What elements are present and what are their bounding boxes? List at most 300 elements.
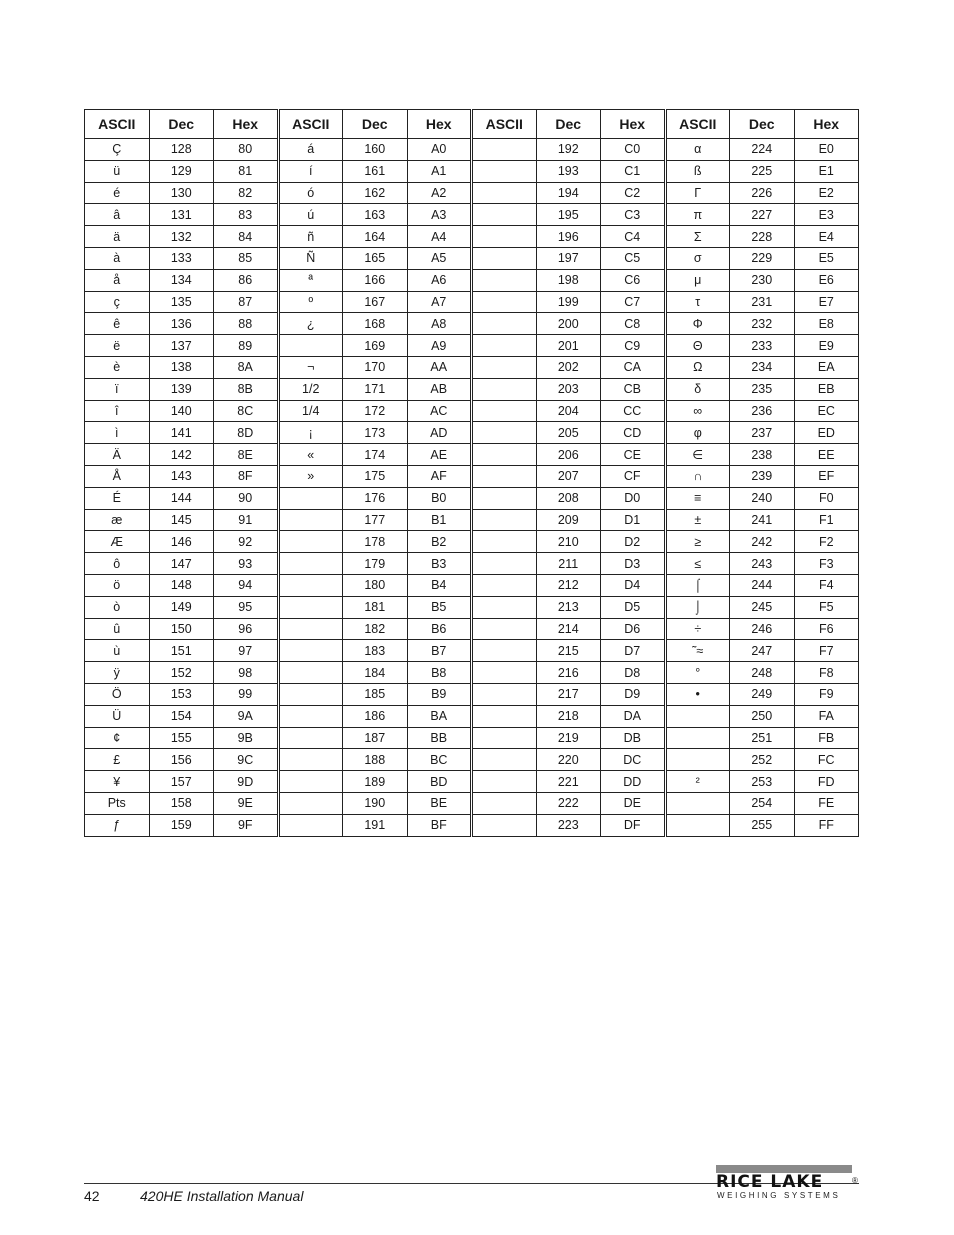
cell-dec: 244 (730, 574, 795, 596)
cell-hex: AA (407, 356, 472, 378)
cell-dec: 194 (536, 182, 601, 204)
cell-ascii (278, 553, 343, 575)
cell-dec: 201 (536, 335, 601, 357)
cell-hex: 9E (214, 792, 279, 814)
cell-dec: 243 (730, 553, 795, 575)
cell-ascii (472, 269, 537, 291)
cell-dec: 128 (149, 139, 214, 161)
cell-ascii: ∈ (665, 444, 730, 466)
cell-hex: 8F (214, 465, 279, 487)
cell-dec: 204 (536, 400, 601, 422)
cell-dec: 234 (730, 356, 795, 378)
table-row (85, 313, 859, 335)
cell-hex: E4 (794, 226, 859, 248)
cell-ascii: Æ (85, 531, 150, 553)
cell-dec: 129 (149, 160, 214, 182)
cell-ascii: Σ (665, 226, 730, 248)
cell-ascii (472, 465, 537, 487)
page-number: 42 (84, 1188, 100, 1204)
cell-dec: 215 (536, 640, 601, 662)
cell-ascii: ç (85, 291, 150, 313)
cell-ascii (472, 400, 537, 422)
cell-hex: 83 (214, 204, 279, 226)
cell-dec: 141 (149, 422, 214, 444)
cell-dec: 220 (536, 749, 601, 771)
cell-ascii: Å (85, 465, 150, 487)
cell-hex: F9 (794, 683, 859, 705)
cell-dec: 193 (536, 160, 601, 182)
table-row (85, 269, 859, 291)
cell-ascii: ê (85, 313, 150, 335)
cell-hex: AF (407, 465, 472, 487)
column-header-hex: Hex (601, 110, 666, 139)
cell-ascii (472, 356, 537, 378)
cell-dec: 208 (536, 487, 601, 509)
cell-ascii: ß (665, 160, 730, 182)
column-header-dec: Dec (149, 110, 214, 139)
cell-dec: 225 (730, 160, 795, 182)
cell-hex: 8D (214, 422, 279, 444)
cell-dec: 155 (149, 727, 214, 749)
cell-hex: 8C (214, 400, 279, 422)
cell-ascii: É (85, 487, 150, 509)
cell-hex: 85 (214, 247, 279, 269)
cell-ascii (278, 662, 343, 684)
table-row (85, 771, 859, 793)
cell-dec: 209 (536, 509, 601, 531)
cell-ascii: Ä (85, 444, 150, 466)
table-row (85, 204, 859, 226)
cell-dec: 143 (149, 465, 214, 487)
cell-dec: 180 (343, 574, 408, 596)
cell-ascii: α (665, 139, 730, 161)
cell-dec: 216 (536, 662, 601, 684)
cell-dec: 228 (730, 226, 795, 248)
cell-dec: 210 (536, 531, 601, 553)
cell-ascii: å (85, 269, 150, 291)
cell-ascii: 1/4 (278, 400, 343, 422)
cell-dec: 242 (730, 531, 795, 553)
cell-dec: 177 (343, 509, 408, 531)
cell-hex: F4 (794, 574, 859, 596)
cell-ascii (472, 705, 537, 727)
cell-dec: 198 (536, 269, 601, 291)
cell-dec: 202 (536, 356, 601, 378)
rice-lake-logo (712, 1165, 860, 1201)
cell-dec: 144 (149, 487, 214, 509)
cell-hex: AB (407, 378, 472, 400)
cell-hex: 9B (214, 727, 279, 749)
cell-ascii (278, 618, 343, 640)
cell-hex: 8B (214, 378, 279, 400)
cell-dec: 171 (343, 378, 408, 400)
cell-ascii: ≥ (665, 531, 730, 553)
cell-hex: EA (794, 356, 859, 378)
cell-ascii: ∩ (665, 465, 730, 487)
cell-hex: 9D (214, 771, 279, 793)
cell-hex: 87 (214, 291, 279, 313)
cell-ascii (472, 291, 537, 313)
cell-dec: 223 (536, 814, 601, 836)
cell-hex: A7 (407, 291, 472, 313)
cell-ascii (278, 596, 343, 618)
cell-hex: CD (601, 422, 666, 444)
cell-hex: 84 (214, 226, 279, 248)
table-row (85, 291, 859, 313)
cell-ascii: ô (85, 553, 150, 575)
cell-dec: 153 (149, 683, 214, 705)
table-row (85, 618, 859, 640)
cell-ascii: ë (85, 335, 150, 357)
column-header-ascii: ASCII (85, 110, 150, 139)
table-row (85, 749, 859, 771)
cell-ascii (472, 814, 537, 836)
cell-ascii (665, 727, 730, 749)
cell-hex: C1 (601, 160, 666, 182)
cell-hex: E8 (794, 313, 859, 335)
cell-hex: 88 (214, 313, 279, 335)
cell-hex: C3 (601, 204, 666, 226)
table-row (85, 400, 859, 422)
cell-dec: 238 (730, 444, 795, 466)
cell-ascii: ù (85, 640, 150, 662)
table-row (85, 378, 859, 400)
cell-ascii (472, 640, 537, 662)
table-row (85, 509, 859, 531)
cell-dec: 205 (536, 422, 601, 444)
cell-dec: 169 (343, 335, 408, 357)
cell-hex: CF (601, 465, 666, 487)
table-row (85, 640, 859, 662)
cell-hex: B7 (407, 640, 472, 662)
cell-hex: F0 (794, 487, 859, 509)
cell-dec: 182 (343, 618, 408, 640)
cell-dec: 160 (343, 139, 408, 161)
cell-ascii (472, 139, 537, 161)
table-row (85, 335, 859, 357)
cell-ascii (278, 640, 343, 662)
cell-dec: 176 (343, 487, 408, 509)
cell-hex: A6 (407, 269, 472, 291)
cell-ascii (472, 182, 537, 204)
logo-registered-mark: ® (852, 1176, 858, 1185)
cell-hex: F6 (794, 618, 859, 640)
cell-ascii (278, 487, 343, 509)
cell-dec: 162 (343, 182, 408, 204)
cell-hex: F5 (794, 596, 859, 618)
cell-ascii: Ç (85, 139, 150, 161)
cell-dec: 236 (730, 400, 795, 422)
cell-hex: DE (601, 792, 666, 814)
column-header-hex: Hex (407, 110, 472, 139)
cell-ascii: ≡ (665, 487, 730, 509)
cell-hex: EE (794, 444, 859, 466)
cell-hex: 8A (214, 356, 279, 378)
cell-hex: D1 (601, 509, 666, 531)
table-row (85, 553, 859, 575)
cell-dec: 148 (149, 574, 214, 596)
cell-hex: A4 (407, 226, 472, 248)
cell-dec: 185 (343, 683, 408, 705)
cell-hex: 9C (214, 749, 279, 771)
table-row (85, 574, 859, 596)
cell-dec: 136 (149, 313, 214, 335)
cell-hex: B5 (407, 596, 472, 618)
cell-dec: 229 (730, 247, 795, 269)
cell-dec: 154 (149, 705, 214, 727)
cell-dec: 147 (149, 553, 214, 575)
cell-hex: D8 (601, 662, 666, 684)
cell-hex: D5 (601, 596, 666, 618)
cell-ascii: σ (665, 247, 730, 269)
cell-dec: 251 (730, 727, 795, 749)
cell-hex: B9 (407, 683, 472, 705)
cell-hex: E6 (794, 269, 859, 291)
cell-hex: AC (407, 400, 472, 422)
cell-dec: 156 (149, 749, 214, 771)
column-header-dec: Dec (730, 110, 795, 139)
cell-hex: CB (601, 378, 666, 400)
cell-dec: 167 (343, 291, 408, 313)
cell-ascii: Ü (85, 705, 150, 727)
cell-hex: 98 (214, 662, 279, 684)
table-row (85, 814, 859, 836)
cell-hex: A3 (407, 204, 472, 226)
cell-hex: C0 (601, 139, 666, 161)
cell-hex: FF (794, 814, 859, 836)
cell-hex: F7 (794, 640, 859, 662)
cell-ascii: æ (85, 509, 150, 531)
column-header-hex: Hex (794, 110, 859, 139)
cell-dec: 166 (343, 269, 408, 291)
column-header-ascii: ASCII (665, 110, 730, 139)
cell-ascii: è (85, 356, 150, 378)
table-row (85, 792, 859, 814)
cell-hex: C6 (601, 269, 666, 291)
cell-ascii: ± (665, 509, 730, 531)
cell-dec: 246 (730, 618, 795, 640)
cell-ascii (472, 378, 537, 400)
cell-dec: 221 (536, 771, 601, 793)
cell-hex: A5 (407, 247, 472, 269)
cell-ascii: Φ (665, 313, 730, 335)
cell-ascii: º (278, 291, 343, 313)
header-row (85, 110, 859, 139)
table-row (85, 531, 859, 553)
cell-dec: 211 (536, 553, 601, 575)
cell-ascii: î (85, 400, 150, 422)
cell-ascii (278, 727, 343, 749)
cell-dec: 224 (730, 139, 795, 161)
cell-ascii: ò (85, 596, 150, 618)
cell-ascii: π (665, 204, 730, 226)
cell-dec: 200 (536, 313, 601, 335)
cell-hex: E1 (794, 160, 859, 182)
cell-dec: 173 (343, 422, 408, 444)
cell-dec: 168 (343, 313, 408, 335)
cell-hex: EB (794, 378, 859, 400)
cell-dec: 195 (536, 204, 601, 226)
cell-hex: A0 (407, 139, 472, 161)
cell-ascii (472, 771, 537, 793)
cell-hex: C8 (601, 313, 666, 335)
cell-dec: 183 (343, 640, 408, 662)
cell-ascii (472, 204, 537, 226)
column-header-ascii: ASCII (472, 110, 537, 139)
cell-ascii (665, 749, 730, 771)
cell-ascii (472, 749, 537, 771)
cell-hex: B8 (407, 662, 472, 684)
cell-dec: 138 (149, 356, 214, 378)
cell-ascii: ü (85, 160, 150, 182)
cell-hex: E3 (794, 204, 859, 226)
cell-ascii: φ (665, 422, 730, 444)
cell-ascii (472, 509, 537, 531)
cell-dec: 150 (149, 618, 214, 640)
cell-dec: 206 (536, 444, 601, 466)
cell-dec: 170 (343, 356, 408, 378)
cell-hex: B0 (407, 487, 472, 509)
cell-ascii (472, 247, 537, 269)
cell-ascii: ≤ (665, 553, 730, 575)
cell-ascii (278, 574, 343, 596)
cell-dec: 255 (730, 814, 795, 836)
cell-ascii: à (85, 247, 150, 269)
cell-ascii: ƒ (85, 814, 150, 836)
cell-dec: 241 (730, 509, 795, 531)
column-header-ascii: ASCII (278, 110, 343, 139)
cell-dec: 212 (536, 574, 601, 596)
cell-dec: 235 (730, 378, 795, 400)
cell-dec: 178 (343, 531, 408, 553)
cell-dec: 191 (343, 814, 408, 836)
cell-ascii: ì (85, 422, 150, 444)
table-row (85, 444, 859, 466)
cell-ascii: • (665, 683, 730, 705)
cell-ascii: â (85, 204, 150, 226)
cell-dec: 217 (536, 683, 601, 705)
cell-dec: 181 (343, 596, 408, 618)
column-header-dec: Dec (536, 110, 601, 139)
cell-hex: D4 (601, 574, 666, 596)
cell-hex: D0 (601, 487, 666, 509)
cell-hex: C5 (601, 247, 666, 269)
cell-hex: 81 (214, 160, 279, 182)
cell-ascii: ° (665, 662, 730, 684)
cell-dec: 179 (343, 553, 408, 575)
cell-hex: D3 (601, 553, 666, 575)
table-row (85, 727, 859, 749)
cell-ascii: ñ (278, 226, 343, 248)
cell-hex: 95 (214, 596, 279, 618)
cell-hex: BA (407, 705, 472, 727)
cell-dec: 137 (149, 335, 214, 357)
cell-hex: EC (794, 400, 859, 422)
cell-ascii (278, 771, 343, 793)
cell-ascii: í (278, 160, 343, 182)
cell-ascii: 1/2 (278, 378, 343, 400)
cell-dec: 240 (730, 487, 795, 509)
cell-ascii: ó (278, 182, 343, 204)
cell-hex: B2 (407, 531, 472, 553)
cell-ascii: ¬ (278, 356, 343, 378)
column-header-hex: Hex (214, 110, 279, 139)
cell-dec: 218 (536, 705, 601, 727)
cell-ascii (472, 160, 537, 182)
cell-ascii: ÷ (665, 618, 730, 640)
cell-dec: 253 (730, 771, 795, 793)
manual-title: 420HE Installation Manual (140, 1188, 304, 1204)
cell-hex: FA (794, 705, 859, 727)
cell-hex: ED (794, 422, 859, 444)
cell-ascii (472, 792, 537, 814)
cell-hex: E5 (794, 247, 859, 269)
cell-dec: 203 (536, 378, 601, 400)
cell-ascii: ö (85, 574, 150, 596)
cell-ascii (472, 487, 537, 509)
cell-hex: D6 (601, 618, 666, 640)
cell-ascii: ÿ (85, 662, 150, 684)
cell-hex: CA (601, 356, 666, 378)
cell-dec: 174 (343, 444, 408, 466)
cell-hex: B4 (407, 574, 472, 596)
cell-hex: 92 (214, 531, 279, 553)
cell-ascii (665, 705, 730, 727)
cell-ascii (472, 727, 537, 749)
cell-dec: 131 (149, 204, 214, 226)
cell-dec: 130 (149, 182, 214, 204)
cell-ascii: ² (665, 771, 730, 793)
cell-hex: 96 (214, 618, 279, 640)
cell-dec: 214 (536, 618, 601, 640)
cell-dec: 186 (343, 705, 408, 727)
cell-dec: 172 (343, 400, 408, 422)
cell-ascii: ¡ (278, 422, 343, 444)
cell-ascii: Ω (665, 356, 730, 378)
cell-hex: E7 (794, 291, 859, 313)
cell-hex: 99 (214, 683, 279, 705)
cell-dec: 132 (149, 226, 214, 248)
cell-ascii: Ñ (278, 247, 343, 269)
cell-dec: 157 (149, 771, 214, 793)
cell-hex: C7 (601, 291, 666, 313)
cell-dec: 188 (343, 749, 408, 771)
cell-hex: FE (794, 792, 859, 814)
cell-dec: 149 (149, 596, 214, 618)
cell-dec: 248 (730, 662, 795, 684)
cell-hex: 9F (214, 814, 279, 836)
cell-hex: 89 (214, 335, 279, 357)
cell-dec: 146 (149, 531, 214, 553)
cell-hex: B1 (407, 509, 472, 531)
cell-hex: C4 (601, 226, 666, 248)
cell-hex: FD (794, 771, 859, 793)
table-row (85, 705, 859, 727)
cell-hex: E9 (794, 335, 859, 357)
cell-hex: 94 (214, 574, 279, 596)
cell-ascii (278, 792, 343, 814)
table-row (85, 683, 859, 705)
table-row (85, 247, 859, 269)
cell-ascii (278, 509, 343, 531)
cell-ascii (472, 553, 537, 575)
cell-hex: A1 (407, 160, 472, 182)
cell-ascii (472, 226, 537, 248)
cell-dec: 175 (343, 465, 408, 487)
cell-dec: 249 (730, 683, 795, 705)
cell-ascii: £ (85, 749, 150, 771)
cell-ascii (278, 335, 343, 357)
